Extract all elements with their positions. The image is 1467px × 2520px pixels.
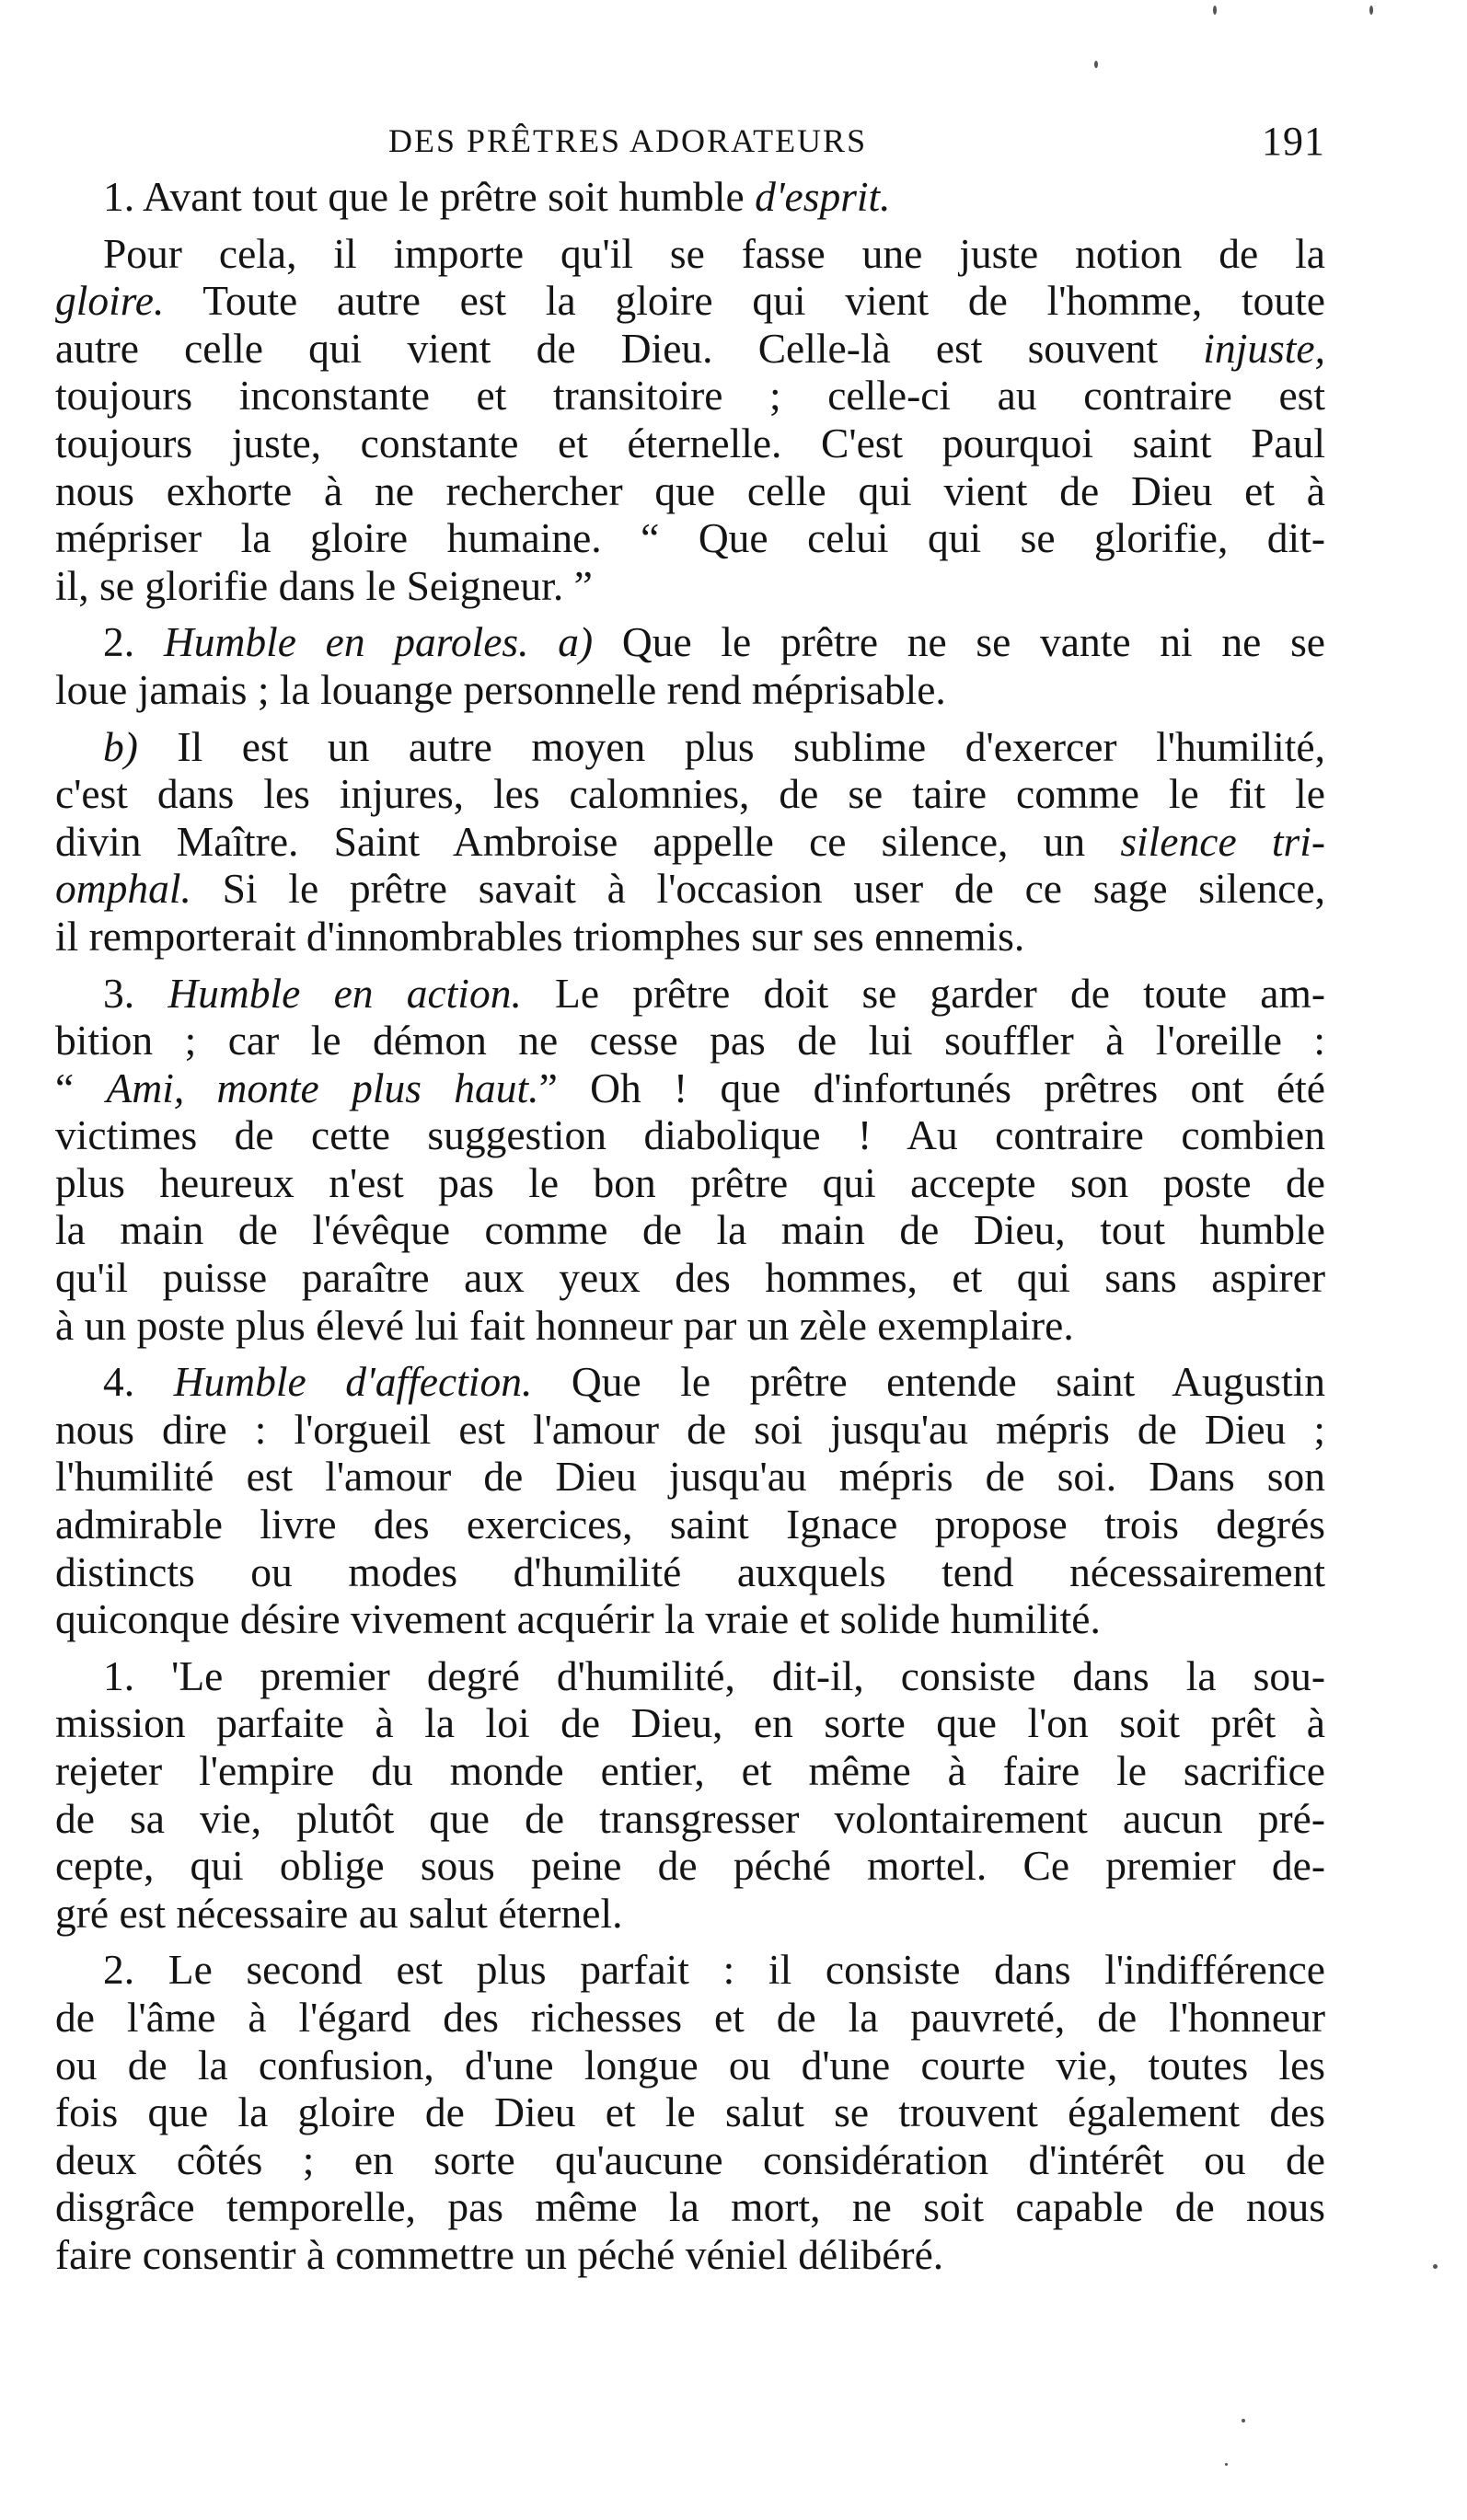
- text-run: rejeter l'empire du monde entier, et même à faire le sacrifice: [55, 1747, 1325, 1794]
- text-line: [55, 514, 1325, 562]
- italic-run: Humble en paroles. a): [163, 618, 594, 666]
- paragraph: [55, 970, 1325, 1350]
- text-line: [55, 1111, 1325, 1159]
- paragraph-gap: [55, 221, 1325, 230]
- page-number: 191: [1262, 119, 1325, 164]
- text-line: [55, 372, 1325, 420]
- text-run: bition ; car le démon ne cesse pas de lui souffler à l'oreille :: [55, 1017, 1325, 1064]
- text-line: [55, 420, 1325, 467]
- text-run: autre celle qui vient de Dieu. Celle-là est souvent: [55, 324, 1204, 372]
- text-line: [55, 1595, 1325, 1643]
- text-run: disgrâce temporelle, pas même la mort, ne soit capable de nous: [55, 2183, 1325, 2231]
- paragraph-gap: [55, 714, 1325, 723]
- italic-run: b): [103, 722, 138, 770]
- text-run: toujours juste, constante et éternelle. C'est pourquoi saint Paul: [55, 419, 1325, 466]
- text-line: [55, 913, 1325, 961]
- paragraph-gap: [55, 1937, 1325, 1946]
- text-run: ou de la confusion, d'une longue ou d'une courte vie, toutes les: [55, 2041, 1325, 2088]
- text-run: Le prêtre doit se garder de toute am-: [521, 969, 1325, 1017]
- paragraph: [55, 230, 1325, 610]
- text-run: faire consentir à commettre un péché véniel délibéré.: [55, 2230, 944, 2278]
- text-run: 1. Avant tout que le prêtre soit humble: [103, 173, 756, 220]
- text-run: nous dire : l'orgueil est l'amour de soi jusqu'au mépris de Dieu ;: [55, 1405, 1325, 1453]
- scan-speck: [1242, 2419, 1245, 2422]
- text-line: [55, 618, 1325, 666]
- text-line: [55, 1017, 1325, 1064]
- text-run: toujours inconstante et transitoire ; celle-ci au contraire est: [55, 372, 1325, 420]
- text-line: [55, 1302, 1325, 1350]
- scan-speck: [1369, 6, 1373, 15]
- text-line: [55, 1699, 1325, 1747]
- text-line: [55, 1064, 1325, 1112]
- paragraph: [55, 1652, 1325, 1938]
- text-line: [55, 562, 1325, 610]
- text-run: 1. 'Le premier degré d'humilité, dit-il, consiste dans la sou-: [103, 1651, 1325, 1699]
- text-line: [55, 1842, 1325, 1890]
- paragraph-gap: [55, 1349, 1325, 1358]
- text-run: Toute autre est la gloire qui vient de l'homme, toute: [164, 277, 1325, 325]
- book-page: [55, 118, 1325, 2279]
- text-line: [55, 467, 1325, 515]
- text-line: [55, 277, 1325, 325]
- text-line: [55, 230, 1325, 278]
- paragraph: [55, 173, 1325, 221]
- text-run: de l'âme à l'égard des richesses et de la pauvreté, de l'honneur: [55, 1993, 1325, 2041]
- text-run: c'est dans les injures, les calomnies, de se taire comme le fit le: [55, 770, 1325, 818]
- text-run: ” Oh ! que d'infortunés prêtres ont été: [538, 1064, 1326, 1111]
- text-run: Que le prêtre entende saint Augustin: [532, 1358, 1326, 1406]
- text-run: 2.: [103, 618, 164, 666]
- text-line: [55, 1254, 1325, 1302]
- text-run: cepte, qui oblige sous peine de péché mortel. Ce premier de-: [55, 1842, 1325, 1890]
- text-line: [55, 1994, 1325, 2042]
- text-line: [55, 666, 1325, 714]
- italic-run: gloire.: [55, 277, 165, 325]
- paragraph-gap: [55, 961, 1325, 970]
- text-run: il, se glorifie dans le Seigneur. ”: [55, 561, 593, 609]
- text-run: 3.: [103, 969, 168, 1017]
- text-run: mission parfaite à la loi de Dieu, en sorte que l'on soit prêt à: [55, 1699, 1325, 1747]
- text-run: victimes de cette suggestion diabolique ! Au contraire combien: [55, 1111, 1325, 1159]
- text-line: [55, 1406, 1325, 1454]
- text-line: [55, 325, 1325, 373]
- text-run: 4.: [103, 1358, 174, 1406]
- text-line: [55, 2231, 1325, 2279]
- text-run: de sa vie, plutôt que de transgresser volontairement aucun pré-: [55, 1794, 1325, 1842]
- text-run: l'humilité est l'amour de Dieu jusqu'au mépris de soi. Dans son: [55, 1453, 1325, 1501]
- scan-speck: [1433, 2264, 1438, 2269]
- text-run: “: [55, 1064, 107, 1111]
- paragraph: [55, 618, 1325, 713]
- italic-run: omphal.: [55, 865, 191, 913]
- italic-run: Humble en action.: [167, 969, 522, 1017]
- text-run: à un poste plus élevé lui fait honneur par un zèle exemplaire.: [55, 1301, 1074, 1349]
- text-line: [55, 723, 1325, 771]
- text-line: [55, 1501, 1325, 1548]
- text-run: Que le prêtre ne se vante ni ne se: [593, 618, 1326, 666]
- text-run: distincts ou modes d'humilité auxquels tend nécessairement: [55, 1548, 1325, 1595]
- text-line: [55, 1159, 1325, 1207]
- text-line: [55, 865, 1325, 913]
- running-title: DES PRÊTRES ADORATEURS: [388, 122, 868, 159]
- text-run: 2. Le second est plus parfait : il consiste dans l'indifférence: [103, 1946, 1325, 1994]
- text-line: [55, 2088, 1325, 2136]
- paragraph-gap: [55, 609, 1325, 618]
- text-run: Pour cela, il importe qu'il se fasse une juste notion de la: [103, 229, 1325, 277]
- text-line: [55, 1206, 1325, 1254]
- text-run: Il est un autre moyen plus sublime d'exercer l'humilité,: [137, 722, 1325, 770]
- text-run: deux côtés ; en sorte qu'aucune considération d'intérêt ou de: [55, 2135, 1325, 2183]
- text-run: Si le prêtre savait à l'occasion user de ce sage silence,: [191, 865, 1325, 913]
- paragraph: [55, 1946, 1325, 2278]
- text-line: [55, 1747, 1325, 1795]
- text-line: [55, 1358, 1325, 1406]
- italic-run: silence tri-: [1120, 817, 1325, 865]
- text-line: [55, 1890, 1325, 1938]
- text-line: [55, 1795, 1325, 1843]
- scan-speck: [1213, 6, 1217, 15]
- scan-speck: [1225, 2463, 1228, 2466]
- text-line: [55, 173, 1325, 221]
- text-run: gré est nécessaire au salut éternel.: [55, 1889, 623, 1937]
- text-run: fois que la gloire de Dieu et le salut se trouvent également des: [55, 2088, 1325, 2136]
- paragraph: [55, 723, 1325, 961]
- text-line: [55, 770, 1325, 818]
- text-line: [55, 1652, 1325, 1700]
- text-line: [55, 1548, 1325, 1596]
- text-run: il remporterait d'innombrables triomphes sur ses ennemis.: [55, 912, 1025, 960]
- text-line: [55, 2136, 1325, 2184]
- paragraph: [55, 1358, 1325, 1643]
- text-line: [55, 970, 1325, 1018]
- body-text: [55, 173, 1325, 2279]
- text-run: plus heureux n'est pas le bon prêtre qui accepte son poste de: [55, 1158, 1325, 1206]
- text-line: [55, 1946, 1325, 1994]
- paragraph-gap: [55, 1643, 1325, 1652]
- text-run: qu'il puisse paraître aux yeux des hommes, et qui sans aspirer: [55, 1254, 1325, 1302]
- text-run: divin Maître. Saint Ambroise appelle ce silence, un: [55, 817, 1121, 865]
- text-line: [55, 2183, 1325, 2231]
- text-run: mépriser la gloire humaine. “ Que celui qui se glorifie, dit-: [55, 514, 1325, 562]
- italic-run: d'esprit.: [755, 173, 891, 220]
- text-line: [55, 1453, 1325, 1501]
- text-run: la main de l'évêque comme de la main de Dieu, tout humble: [55, 1206, 1325, 1254]
- text-line: [55, 2042, 1325, 2089]
- italic-run: Ami, monte plus haut.: [106, 1064, 539, 1111]
- page-header: [55, 118, 1325, 173]
- text-run: quiconque désire vivement acquérir la vraie et solide humilité.: [55, 1595, 1101, 1643]
- text-line: [55, 818, 1325, 866]
- text-run: nous exhorte à ne rechercher que celle qui vient de Dieu et à: [55, 466, 1325, 514]
- italic-run: Humble d'affection.: [173, 1358, 533, 1406]
- italic-run: injuste,: [1203, 324, 1325, 372]
- text-run: admirable livre des exercices, saint Ignace propose trois degrés: [55, 1501, 1325, 1548]
- text-run: loue jamais ; la louange personnelle rend méprisable.: [55, 665, 946, 713]
- scan-speck: [1094, 61, 1098, 68]
